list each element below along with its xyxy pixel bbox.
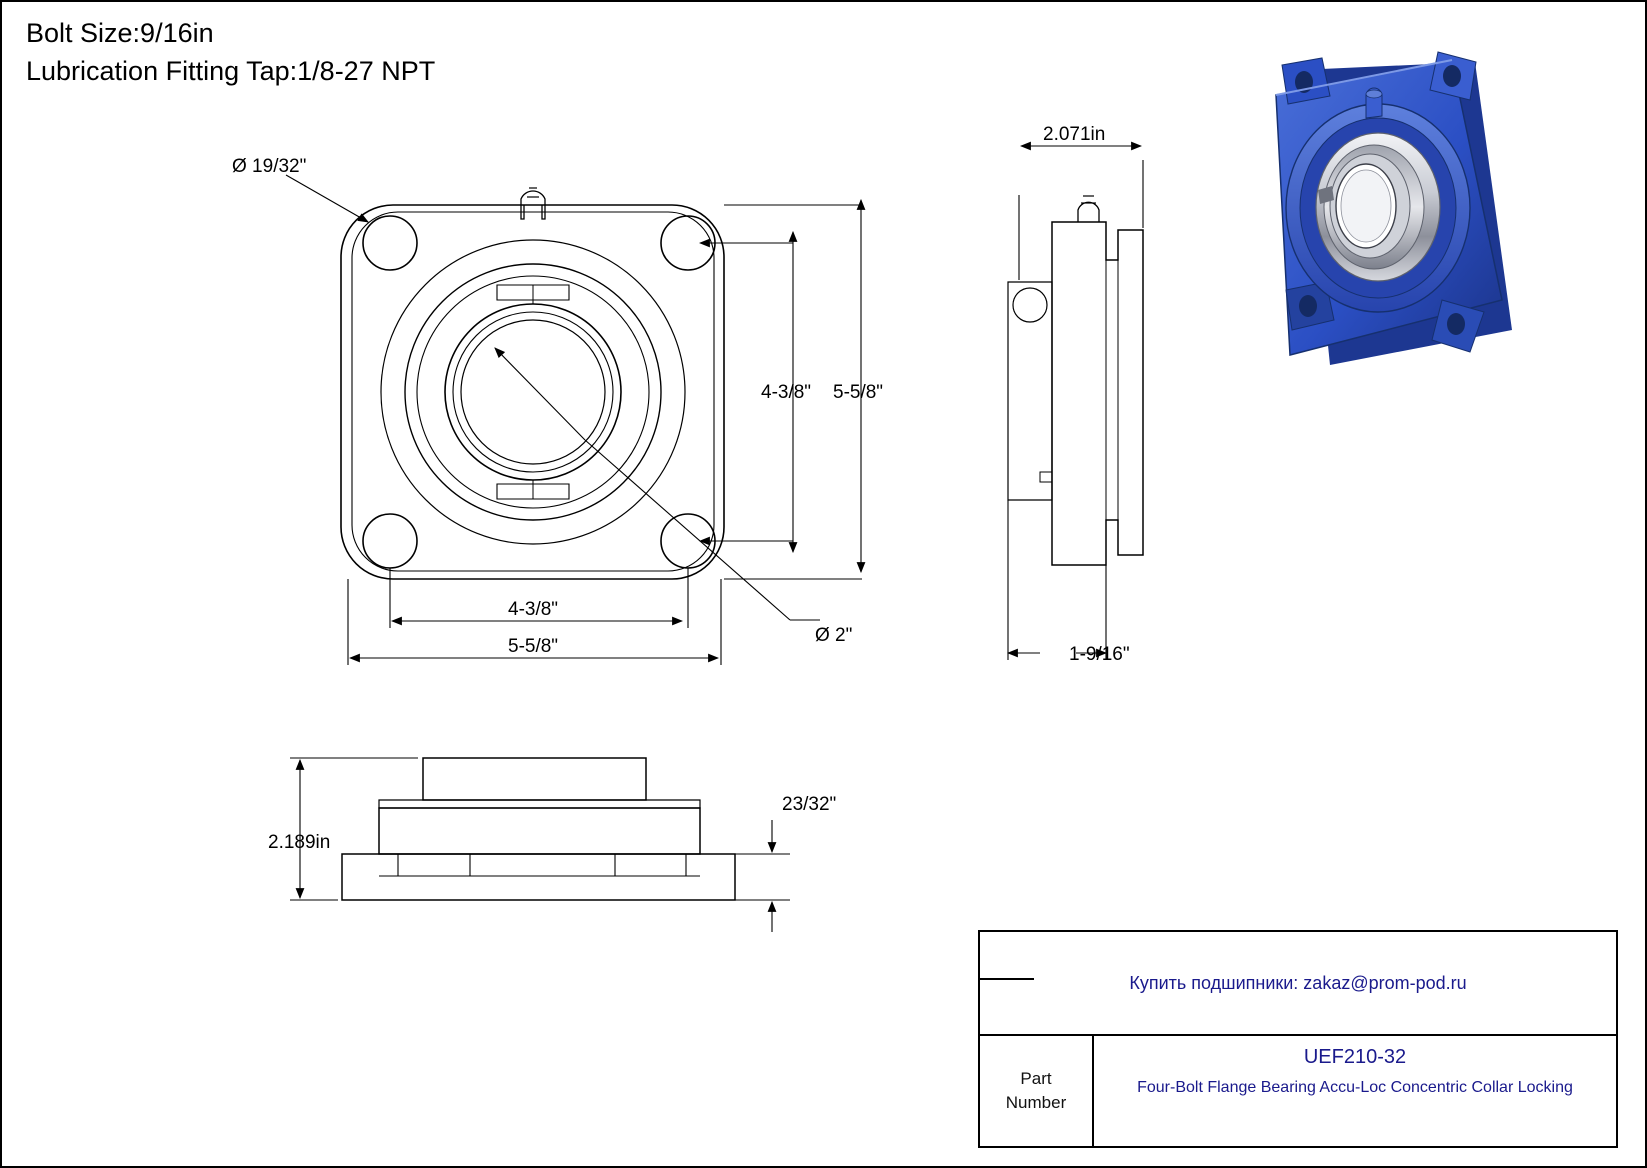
dim-bore-dia: Ø 2" bbox=[815, 625, 853, 646]
bottom-view-dimensions bbox=[290, 758, 790, 932]
part-number-label bbox=[980, 1036, 1094, 1146]
dim-flange-thickness: 23/32" bbox=[782, 794, 837, 815]
dim-bottom-height: 2.189in bbox=[268, 832, 331, 853]
dim-overall-width: 5-5/8" bbox=[508, 636, 559, 657]
dim-bolt-circle-height: 4-3/8" bbox=[761, 382, 812, 403]
title-block-row bbox=[980, 1034, 1616, 1146]
bolt-size-note: Bolt Size:9/16in bbox=[26, 18, 214, 48]
part-description: Four-Bolt Flange Bearing Accu-Loc Concentric Collar Locking bbox=[1137, 1079, 1573, 1096]
part-info bbox=[1094, 1036, 1616, 1146]
lubrication-fitting-note: Lubrication Fitting Tap:1/8-27 NPT bbox=[26, 56, 436, 86]
dim-side-total-length: 2.071in bbox=[1043, 124, 1106, 145]
front-view-dimensions bbox=[286, 175, 862, 665]
front-view bbox=[341, 188, 724, 579]
title-block bbox=[978, 930, 1618, 1148]
part-number-label-line1: Part bbox=[1020, 1069, 1052, 1088]
bottom-view bbox=[342, 758, 735, 900]
dim-side-base-length: 1-9/16" bbox=[1069, 644, 1130, 665]
dim-overall-height: 5-5/8" bbox=[833, 382, 884, 403]
contact-note: Купить подшипники: zakaz@prom-pod.ru bbox=[1129, 972, 1467, 993]
part-number-value: UEF210-32 bbox=[1303, 1046, 1407, 1068]
side-view-dimensions bbox=[1008, 146, 1143, 660]
side-view bbox=[1008, 196, 1143, 565]
part-number-label-line2: Number bbox=[1005, 1093, 1067, 1112]
dim-bolt-hole-dia: Ø 19/32" bbox=[232, 156, 307, 177]
dim-bolt-circle-width: 4-3/8" bbox=[508, 599, 559, 620]
isometric-3d-view bbox=[1276, 52, 1512, 365]
